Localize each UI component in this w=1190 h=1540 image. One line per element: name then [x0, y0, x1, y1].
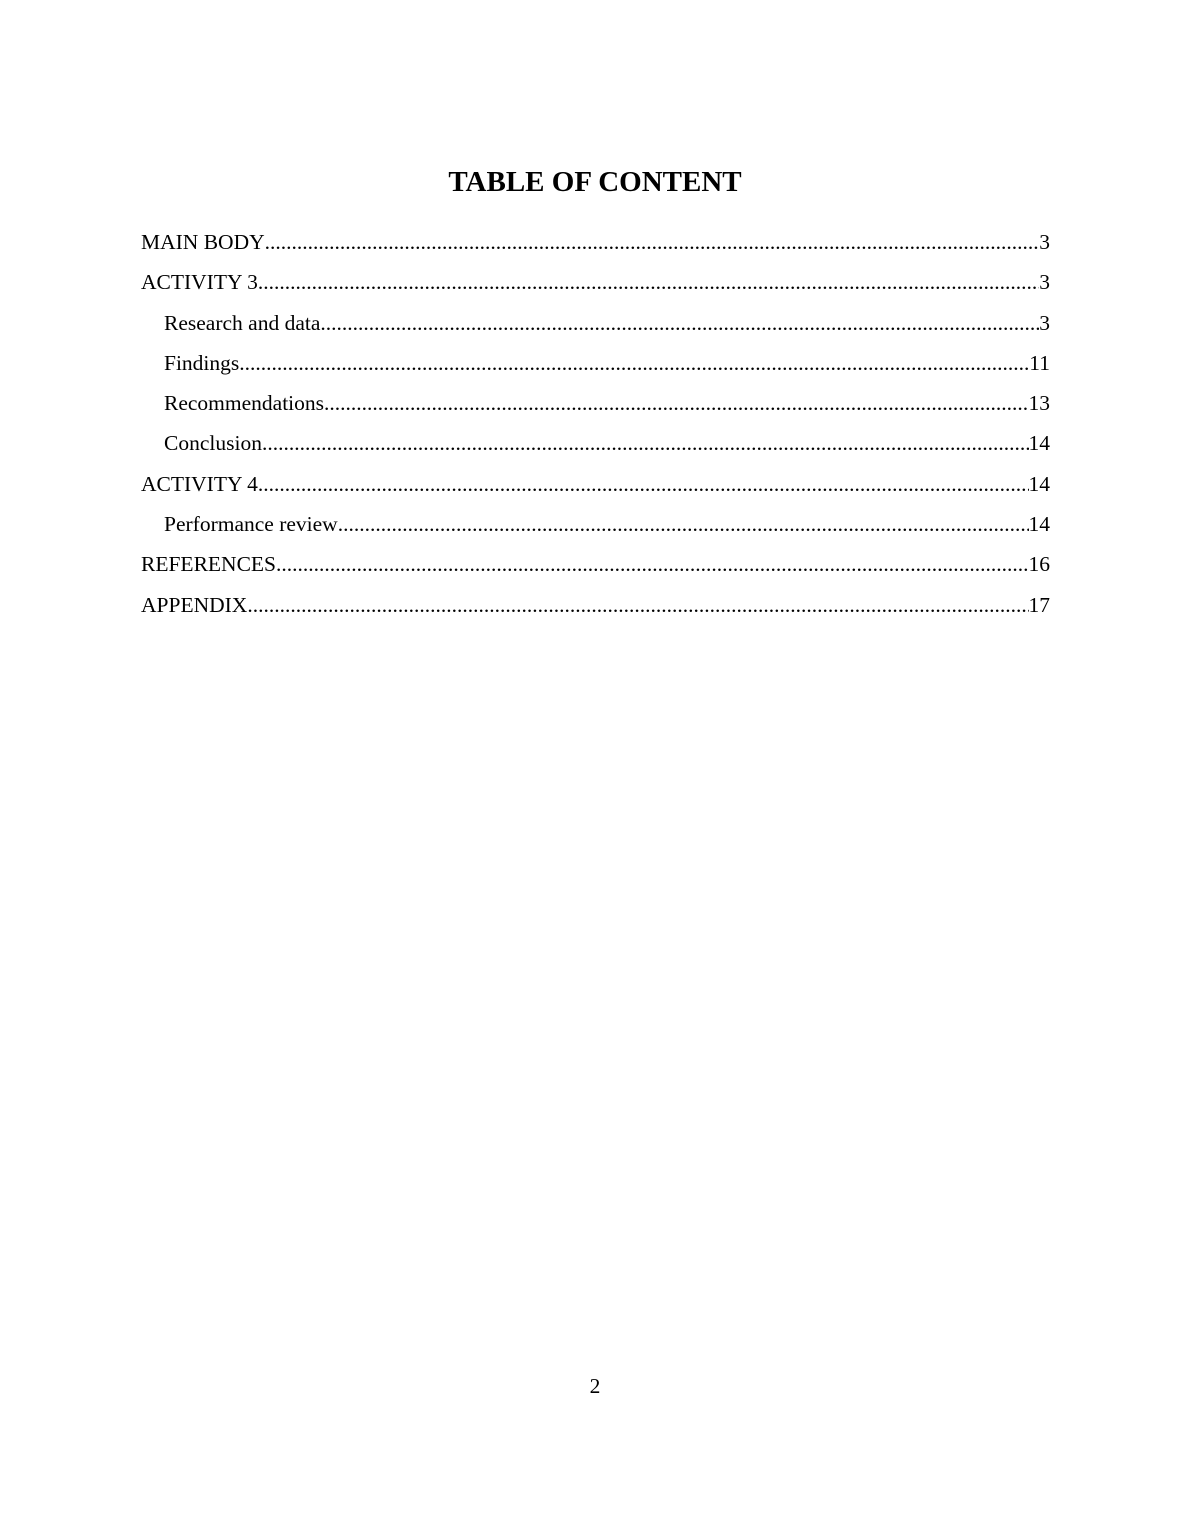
table-of-contents — [141, 226, 1050, 629]
toc-entry-page: 17 — [1028, 592, 1050, 617]
toc-entry-findings[interactable] — [141, 347, 1050, 387]
toc-entry-conclusion[interactable] — [141, 427, 1050, 467]
toc-entry-page: 13 — [1028, 391, 1050, 416]
toc-entry-page: 3 — [1039, 310, 1050, 335]
toc-entry-label: MAIN BODY — [141, 230, 265, 254]
dot-leader — [262, 427, 1029, 460]
dot-leader — [265, 226, 1040, 259]
toc-entry-label: REFERENCES — [141, 552, 276, 577]
toc-entry-research-and-data[interactable] — [141, 307, 1050, 347]
toc-entry-page: 3 — [1039, 230, 1050, 254]
dot-leader — [320, 307, 1039, 340]
toc-entry-page: 3 — [1039, 270, 1050, 295]
toc-entry-label: Findings — [164, 350, 240, 375]
toc-entry-appendix[interactable] — [141, 589, 1050, 629]
dot-leader — [324, 387, 1028, 420]
toc-entry-references[interactable] — [141, 548, 1050, 588]
toc-entry-recommendations[interactable] — [141, 387, 1050, 427]
page-title: TABLE OF CONTENT — [448, 166, 742, 198]
dot-leader — [258, 266, 1039, 299]
dot-leader — [338, 508, 1029, 541]
dot-leader — [276, 548, 1029, 581]
toc-entry-activity-3[interactable] — [141, 266, 1050, 306]
toc-entry-label: Research and data — [164, 310, 321, 335]
toc-entry-page: 14 — [1028, 471, 1050, 496]
toc-entry-page: 11 — [1029, 350, 1050, 375]
dot-leader — [258, 468, 1029, 501]
dot-leader — [247, 589, 1028, 622]
toc-entry-label: Performance review — [164, 512, 338, 537]
toc-entry-performance-review[interactable] — [141, 508, 1050, 548]
toc-entry-label: ACTIVITY 3 — [141, 270, 258, 295]
toc-entry-label: Recommendations — [164, 391, 325, 416]
toc-entry-main-body[interactable] — [141, 226, 1050, 266]
toc-entry-page: 16 — [1028, 552, 1050, 577]
toc-entry-label: APPENDIX — [141, 592, 248, 617]
toc-entry-label: ACTIVITY 4 — [141, 471, 258, 496]
toc-entry-label: Conclusion — [164, 431, 262, 456]
page-number: 2 — [589, 1374, 601, 1398]
toc-entry-activity-4[interactable] — [141, 468, 1050, 508]
toc-entry-page: 14 — [1028, 431, 1050, 456]
toc-entry-page: 14 — [1028, 512, 1050, 537]
dot-leader — [239, 347, 1029, 380]
